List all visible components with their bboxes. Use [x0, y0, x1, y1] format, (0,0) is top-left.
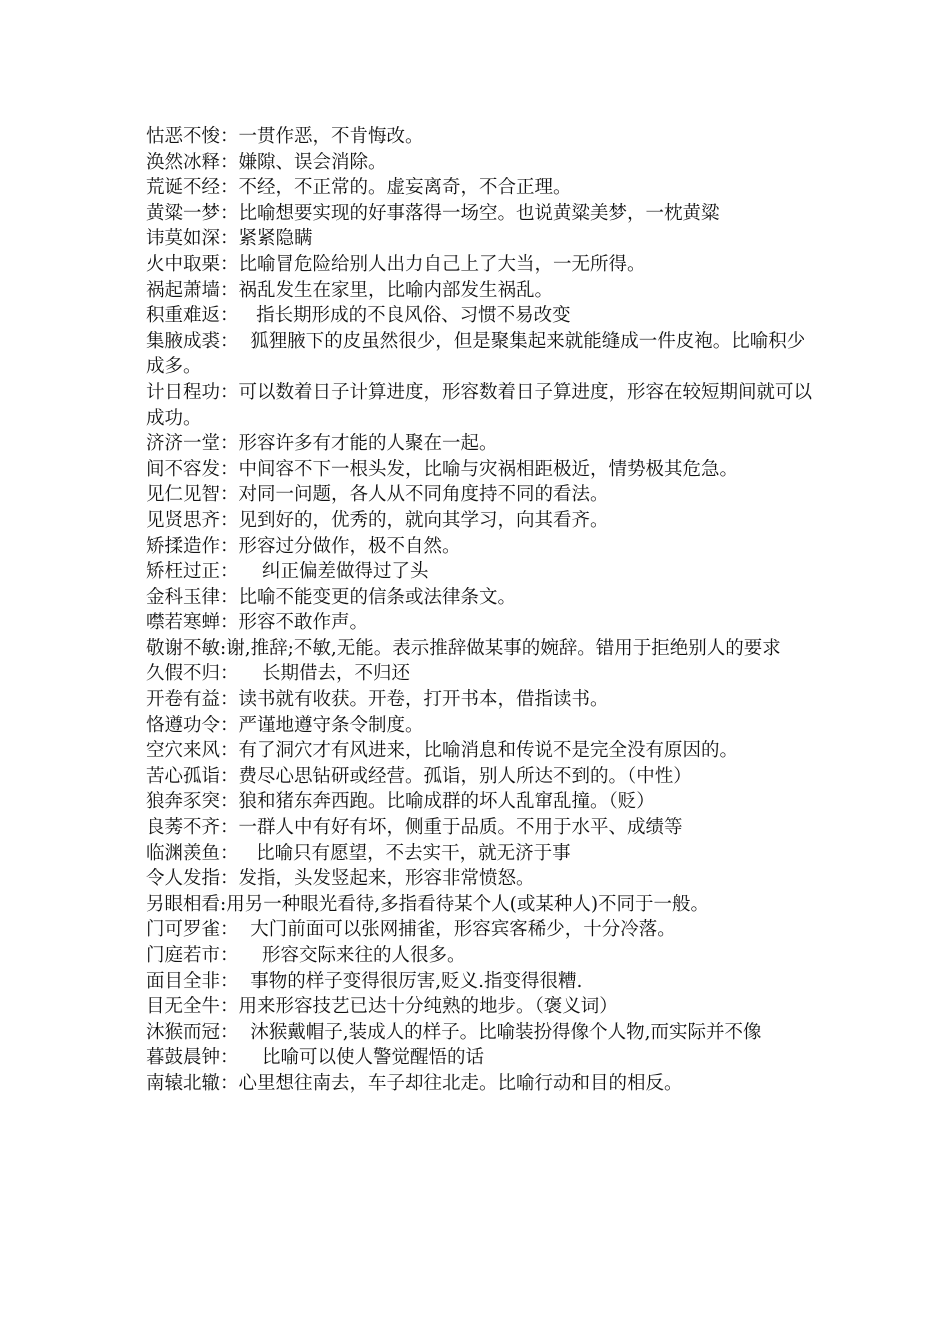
idiom-entry-25: 狼奔豕突：狼和猪东奔西跑。比喻成群的坏人乱窜乱撞。（贬）: [146, 791, 655, 813]
idiom-entry-09: 集腋成裘： 狐狸腋下的皮虽然很少，但是聚集起来就能缝成一件皮袍。比喻积少成多。: [146, 330, 806, 378]
idiom-entry-01: 怙恶不悛：一贯作恶，不肯悔改。: [146, 126, 424, 147]
idiom-entry-07: 祸起萧墙：祸乱发生在家里，比喻内部发生祸乱。: [146, 279, 554, 301]
idiom-entry-15: 矫揉造作：形容过分做作，极不自然。: [146, 535, 461, 557]
idiom-entry-19: 敬谢不敏:谢,推辞;不敏,无能。表示推辞做某事的婉辞。错用于拒绝别人的要求: [146, 637, 781, 659]
idiom-entry-27: 临渊羡鱼： 比喻只有愿望，不去实干，就无济于事: [146, 842, 571, 864]
idiom-entry-32: 面目全非： 事物的样子变得很厉害,贬义.指变得很糟.: [146, 970, 583, 992]
idiom-entry-18: 噤若寒蝉：形容不敢作声。: [146, 612, 369, 634]
idiom-entry-10: 计日程功：可以数着日子计算进度，形容数着日子算进度，形容在较短期间就可以成功。: [146, 381, 813, 429]
idiom-entry-02: 涣然冰释：嫌隙、误会消除。: [146, 151, 387, 173]
idiom-entry-13: 见仁见智：对同一问题，各人从不同角度持不同的看法。: [146, 484, 609, 506]
idiom-entry-04: 黄粱一梦：比喻想要实现的好事落得一场空。也说黄粱美梦，一枕黄粱: [146, 202, 720, 224]
idiom-entry-16: 矫枉过正： 纠正偏差做得过了头: [146, 561, 429, 583]
idiom-entry-14: 见贤思齐：见到好的，优秀的，就向其学习，向其看齐。: [146, 509, 609, 531]
idiom-entry-30: 门可罗雀： 大门前面可以张网捕雀，形容宾客稀少，十分冷落。: [146, 919, 676, 941]
idiom-entry-05: 讳莫如深：紧紧隐瞒: [146, 228, 313, 250]
idiom-entry-20: 久假不归： 长期借去，不归还: [146, 663, 411, 685]
idiom-entry-28: 令人发指：发指，头发竖起来，形容非常愤怒。: [146, 868, 535, 890]
idiom-entry-31: 门庭若市： 形容交际来往的人很多。: [146, 945, 466, 966]
idiom-entry-24: 苦心孤诣：费尽心思钻研或经营。孤诣，别人所达不到的。（中性）: [146, 765, 692, 787]
idiom-list: [146, 124, 812, 1097]
idiom-entry-21: 开卷有益：读书就有收获。开卷，打开书本，借指读书。: [146, 689, 609, 711]
idiom-entry-23: 空穴来风：有了洞穴才有风进来，比喻消息和传说不是完全没有原因的。: [146, 740, 739, 762]
idiom-entry-35: 暮鼓晨钟： 比喻可以使人警觉醒悟的话: [146, 1047, 485, 1069]
idiom-entry-03: 荒诞不经：不经，不正常的。虚妄离奇，不合正理。: [146, 177, 572, 199]
idiom-entry-17: 金科玉律：比喻不能变更的信条或法律条文。: [146, 586, 517, 608]
idiom-entry-12: 间不容发：中间容不下一根头发，比喻与灾祸相距极近，情势极其危急。: [146, 458, 739, 480]
idiom-entry-26: 良莠不齐：一群人中有好有坏，侧重于品质。不用于水平、成绩等: [146, 817, 683, 839]
idiom-entry-29: 另眼相看:用另一种眼光看待,多指看待某个人(或某种人)不同于一般。: [146, 893, 710, 915]
idiom-entry-33: 目无全牛：用来形容技艺已达十分纯熟的地步。（褒义词）: [146, 996, 618, 1018]
idiom-entry-08: 积重难返： 指长期形成的不良风俗、习惯不易改变: [146, 305, 571, 327]
idiom-entry-22: 恪遵功令：严谨地遵守条令制度。: [146, 714, 424, 736]
idiom-entry-11: 济济一堂：形容许多有才能的人聚在一起。: [146, 433, 498, 455]
idiom-entry-36: 南辕北辙：心里想往南去，车子却往北走。比喻行动和目的相反。: [146, 1072, 683, 1094]
idiom-entry-34: 沐猴而冠： 沐猴戴帽子,装成人的样子。比喻装扮得像个人物,而实际并不像: [146, 1021, 762, 1043]
idiom-entry-06: 火中取栗：比喻冒危险给别人出力自己上了大当，一无所得。: [146, 253, 646, 275]
